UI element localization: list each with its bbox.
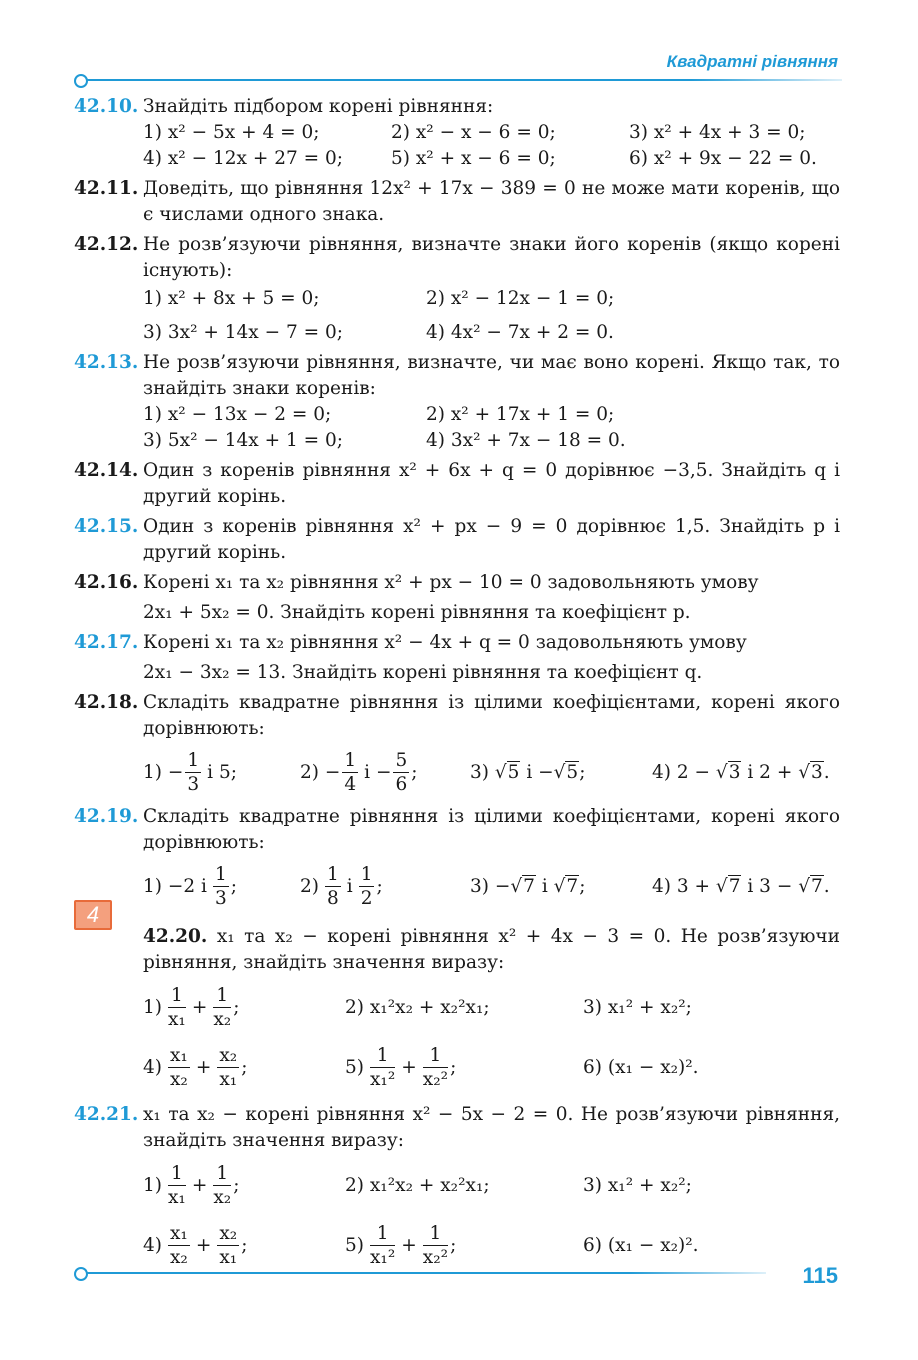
problem-number: 42.14. [74, 460, 139, 481]
problem-42-21 [74, 1102, 840, 1276]
expression-item: 4) $\frac{\text{x₁}}{\text{x₂}}$ + $\frac{\text{x₂}}{\text{x₁}}$ ; [143, 1044, 248, 1090]
expression-item: 6) (x₁ − x₂)². [583, 1057, 699, 1078]
expression-item: 2) x₁²x₂ + x₂²x₁; [345, 1175, 490, 1196]
equation-item: 4) 3x² + 7x − 18 = 0. [426, 430, 626, 451]
root-item: 4) 2 − √3 і 2 + √3. [652, 762, 830, 783]
page-content [74, 90, 840, 1276]
equation-item: 6) x² + 9x − 22 = 0. [629, 148, 817, 169]
root-item: 2) $\frac{1}{8}$ і $\frac{1}{2}$ ; [300, 863, 383, 909]
page-number: 115 [802, 1263, 838, 1288]
equation-item: 2) x² − 12x − 1 = 0; [426, 288, 615, 309]
problem-number: 42.10. [74, 96, 139, 117]
problem-42-16 [74, 570, 840, 626]
problem-statement: 42.20. x₁ та x₂ − корені рівняння x² + 4x − 3 = 0. Не розв’язуючи рівняння, знайдіть значення виразу: [143, 926, 840, 973]
top-rule [86, 79, 842, 81]
equation-item: 4) 4x² − 7x + 2 = 0. [426, 322, 614, 343]
problem-number: 42.16. [74, 572, 139, 593]
expression-item: 6) (x₁ − x₂)². [583, 1235, 699, 1256]
problem-number: 42.17. [74, 632, 139, 653]
problem-statement: Складіть квадратне рівняння із цілими коефіцієнтами, корені якого дорівнюють: [143, 692, 840, 739]
problem-42-13 [74, 350, 840, 454]
top-rule-circle [74, 74, 88, 88]
problem-statement: Не розв’язуючи рівняння, визначте, чи має воно корені. Якщо так, то знайдіть знаки коренів: [143, 352, 840, 399]
root-item: 3) −√7 і √7; [470, 876, 586, 897]
root-item: 3) √5 і −√5; [470, 762, 586, 783]
expression-item: 3) x₁² + x₂²; [583, 997, 692, 1018]
problem-statement: Корені x₁ та x₂ рівняння x² − 4x + q = 0 задовольняють умову [143, 632, 747, 653]
problem-statement-cont: 2x₁ − 3x₂ = 13. Знайдіть корені рівняння та коефіцієнт q. [143, 662, 703, 683]
problem-number: 42.11. [74, 178, 139, 199]
equation-item: 2) x² + 17x + 1 = 0; [426, 404, 615, 425]
bottom-rule [86, 1272, 766, 1274]
problem-42-12 [74, 232, 840, 346]
problem-number: 42.21. [74, 1104, 139, 1125]
problem-number: 42.18. [74, 692, 139, 713]
problem-statement: Знайдіть підбором корені рівняння: [143, 96, 494, 117]
expression-item: 3) x₁² + x₂²; [583, 1175, 692, 1196]
expression-item: 4) $\frac{\text{x₁}}{\text{x₂}}$ + $\frac{\text{x₂}}{\text{x₁}}$ ; [143, 1222, 248, 1268]
problem-number: 42.13. [74, 352, 139, 373]
problem-42-20 [74, 924, 840, 1098]
equation-item: 1) x² − 5x + 4 = 0; [143, 122, 320, 143]
equation-item: 3) x² + 4x + 3 = 0; [629, 122, 806, 143]
root-item: 2) − $\frac{1}{4}$ і − $\frac{5}{6}$ ; [300, 749, 418, 795]
problem-42-18 [74, 690, 840, 802]
problem-42-14 [74, 458, 840, 510]
problem-statement: Один з коренів рівняння x² + 6x + q = 0 дорівнює −3,5. Знайдіть q і другий корінь. [143, 460, 840, 507]
problem-statement: Доведіть, що рівняння 12x² + 17x − 389 = 0 не може мати коренів, що є числами одного знака. [143, 178, 840, 225]
equation-item: 1) x² − 13x − 2 = 0; [143, 404, 332, 425]
equation-item: 2) x² − x − 6 = 0; [391, 122, 556, 143]
level-4-badge: 4 [74, 900, 112, 930]
root-item: 1) − $\frac{1}{3}$ і 5; [143, 749, 237, 795]
problem-statement: Один з коренів рівняння x² + px − 9 = 0 дорівнює 1,5. Знайдіть p і другий корінь. [143, 516, 840, 563]
problem-statement: Корені x₁ та x₂ рівняння x² + px − 10 = 0 задовольняють умову [143, 572, 759, 593]
expression-item: 1) $\frac{1}{\text{x₁}}$ + $\frac{1}{\text{x₂}}$ ; [143, 1162, 240, 1208]
problem-statement: Складіть квадратне рівняння із цілими коефіцієнтами, корені якого дорівнюють: [143, 806, 840, 853]
equation-item: 5) x² + x − 6 = 0; [391, 148, 556, 169]
problem-statement: x₁ та x₂ − корені рівняння x² − 5x − 2 = 0. Не розв’язуючи рівняння, знайдіть значення виразу: [143, 1104, 840, 1151]
running-header: Квадратні рівняння [666, 52, 838, 71]
bottom-rule-circle [74, 1267, 88, 1281]
equation-item: 4) x² − 12x + 27 = 0; [143, 148, 344, 169]
expression-item: 2) x₁²x₂ + x₂²x₁; [345, 997, 490, 1018]
problem-42-19 [74, 804, 840, 916]
problem-42-17 [74, 630, 840, 686]
root-item: 4) 3 + √7 і 3 − √7. [652, 876, 830, 897]
problem-42-15 [74, 514, 840, 566]
problem-number: 42.19. [74, 806, 139, 827]
expression-item: 5) $\frac{1}{\text{x₁²}}$ + $\frac{1}{\text{x₂²}}$ ; [345, 1044, 457, 1090]
problem-number: 42.15. [74, 516, 139, 537]
root-item: 1) −2 і $\frac{1}{3}$ ; [143, 863, 237, 909]
equation-item: 3) 3x² + 14x − 7 = 0; [143, 322, 344, 343]
expression-item: 5) $\frac{1}{\text{x₁²}}$ + $\frac{1}{\text{x₂²}}$ ; [345, 1222, 457, 1268]
problem-42-10 [74, 94, 840, 172]
problem-number: 42.12. [74, 234, 139, 255]
expression-item: 1) $\frac{1}{\text{x₁}}$ + $\frac{1}{\text{x₂}}$ ; [143, 984, 240, 1030]
problem-statement-cont: 2x₁ + 5x₂ = 0. Знайдіть корені рівняння та коефіцієнт p. [143, 602, 691, 623]
problem-statement: Не розв’язуючи рівняння, визначте знаки його коренів (якщо корені існують): [143, 234, 840, 281]
equation-item: 1) x² + 8x + 5 = 0; [143, 288, 320, 309]
equation-item: 3) 5x² − 14x + 1 = 0; [143, 430, 344, 451]
problem-42-11 [74, 176, 840, 228]
problem-number: 42.20. [143, 926, 208, 947]
